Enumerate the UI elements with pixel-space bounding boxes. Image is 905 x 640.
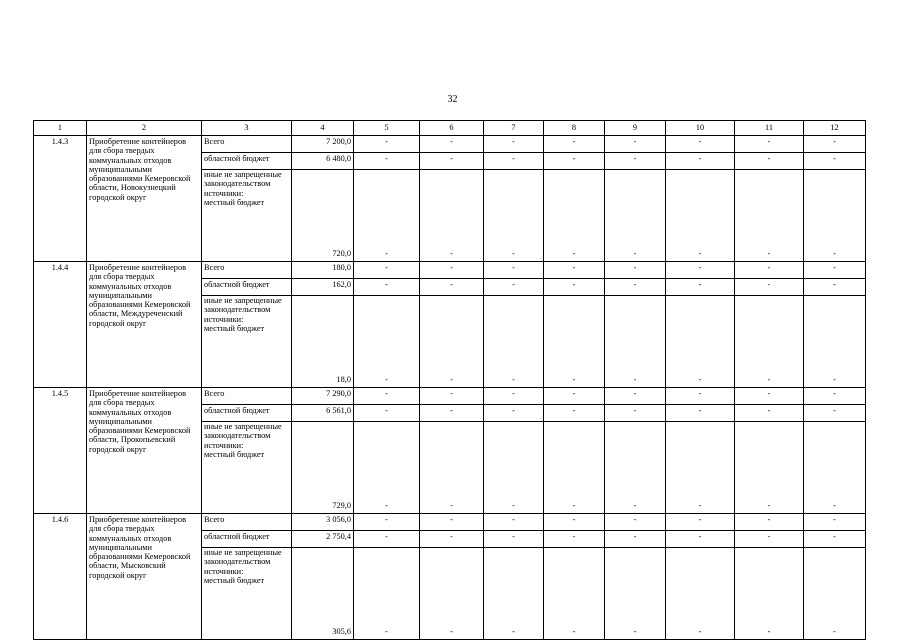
empty-value-dash: - (420, 514, 484, 531)
empty-value-dash: - (484, 514, 544, 531)
source-total-label: Всего (202, 136, 292, 153)
empty-value-dash: - (484, 296, 544, 388)
source-total-label: Всего (202, 262, 292, 279)
empty-value-dash: - (735, 170, 804, 262)
empty-value-dash: - (804, 170, 866, 262)
empty-value-dash: - (735, 153, 804, 170)
empty-value-dash: - (354, 531, 420, 548)
empty-value-dash: - (544, 405, 605, 422)
empty-value-dash: - (735, 405, 804, 422)
empty-value-dash: - (735, 279, 804, 296)
source-local-label: местный бюджет (204, 197, 265, 207)
empty-value-dash: - (735, 422, 804, 514)
empty-value-dash: - (666, 153, 735, 170)
empty-value-dash: - (666, 279, 735, 296)
empty-value-dash: - (605, 153, 666, 170)
empty-value-dash: - (735, 548, 804, 640)
table-row (34, 388, 866, 405)
column-header: 10 (666, 121, 735, 136)
empty-value-dash: - (484, 262, 544, 279)
column-header: 6 (420, 121, 484, 136)
item-name: Приобретение контейнеров для сбора твердых коммунальных отходов муниципальными образованиями Кемеровской области, Мысковский городской округ (87, 514, 202, 640)
empty-value-dash: - (666, 514, 735, 531)
empty-value-dash: - (484, 548, 544, 640)
empty-value-dash: - (354, 548, 420, 640)
source-other-cell (202, 548, 292, 640)
source-other-cell (202, 170, 292, 262)
empty-value-dash: - (544, 296, 605, 388)
empty-value-dash: - (420, 405, 484, 422)
regional-value: 6 480,0 (292, 153, 354, 170)
table-row (34, 514, 866, 531)
item-name: Приобретение контейнеров для сбора твердых коммунальных отходов муниципальными образованиями Кемеровской области, Междуреченский городской округ (87, 262, 202, 388)
empty-value-dash: - (605, 531, 666, 548)
column-header: 4 (292, 121, 354, 136)
source-regional-label: областной бюджет (202, 153, 292, 170)
empty-value-dash: - (544, 279, 605, 296)
empty-value-dash: - (735, 388, 804, 405)
empty-value-dash: - (544, 514, 605, 531)
empty-value-dash: - (804, 279, 866, 296)
source-local-label: местный бюджет (204, 323, 265, 333)
source-other-label: иные не запрещенные законодательством источники: (204, 548, 282, 576)
empty-value-dash: - (605, 405, 666, 422)
source-other-cell (202, 296, 292, 388)
regional-value: 6 561,0 (292, 405, 354, 422)
empty-value-dash: - (420, 548, 484, 640)
empty-value-dash: - (354, 153, 420, 170)
empty-value-dash: - (804, 262, 866, 279)
empty-value-dash: - (804, 514, 866, 531)
empty-value-dash: - (544, 422, 605, 514)
source-total-label: Всего (202, 514, 292, 531)
empty-value-dash: - (666, 531, 735, 548)
empty-value-dash: - (804, 388, 866, 405)
source-local-label: местный бюджет (204, 575, 265, 585)
source-local-label: местный бюджет (204, 449, 265, 459)
item-code: 1.4.5 (34, 388, 87, 514)
column-header: 7 (484, 121, 544, 136)
empty-value-dash: - (484, 531, 544, 548)
empty-value-dash: - (420, 279, 484, 296)
empty-value-dash: - (605, 388, 666, 405)
item-name: Приобретение контейнеров для сбора твердых коммунальных отходов муниципальными образованиями Кемеровской области, Прокопьевский городской округ (87, 388, 202, 514)
table-row (34, 136, 866, 153)
empty-value-dash: - (420, 136, 484, 153)
empty-value-dash: - (354, 296, 420, 388)
empty-value-dash: - (804, 296, 866, 388)
regional-value: 162,0 (292, 279, 354, 296)
empty-value-dash: - (354, 279, 420, 296)
local-value: 305,6 (292, 548, 354, 640)
source-other-label: иные не запрещенные законодательством источники: (204, 296, 282, 324)
item-name: Приобретение контейнеров для сбора твердых коммунальных отходов муниципальными образованиями Кемеровской области, Новокузнецкий городской округ (87, 136, 202, 262)
empty-value-dash: - (354, 262, 420, 279)
empty-value-dash: - (666, 405, 735, 422)
empty-value-dash: - (735, 531, 804, 548)
table-header-row (34, 121, 866, 136)
column-header: 2 (87, 121, 202, 136)
column-header: 12 (804, 121, 866, 136)
empty-value-dash: - (484, 405, 544, 422)
regional-value: 2 750,4 (292, 531, 354, 548)
empty-value-dash: - (544, 548, 605, 640)
column-header: 5 (354, 121, 420, 136)
empty-value-dash: - (605, 296, 666, 388)
local-value: 720,0 (292, 170, 354, 262)
empty-value-dash: - (666, 296, 735, 388)
column-header: 3 (202, 121, 292, 136)
empty-value-dash: - (484, 170, 544, 262)
source-regional-label: областной бюджет (202, 279, 292, 296)
page-number: 32 (447, 94, 458, 105)
local-value: 18,0 (292, 296, 354, 388)
empty-value-dash: - (544, 531, 605, 548)
empty-value-dash: - (666, 262, 735, 279)
source-regional-label: областной бюджет (202, 531, 292, 548)
total-value: 180,0 (292, 262, 354, 279)
budget-table (33, 120, 866, 640)
empty-value-dash: - (354, 514, 420, 531)
empty-value-dash: - (605, 279, 666, 296)
empty-value-dash: - (666, 388, 735, 405)
column-header: 1 (34, 121, 87, 136)
empty-value-dash: - (420, 153, 484, 170)
empty-value-dash: - (735, 514, 804, 531)
empty-value-dash: - (420, 388, 484, 405)
column-header: 8 (544, 121, 605, 136)
empty-value-dash: - (354, 422, 420, 514)
empty-value-dash: - (544, 170, 605, 262)
empty-value-dash: - (735, 296, 804, 388)
table-row (34, 262, 866, 279)
empty-value-dash: - (605, 136, 666, 153)
empty-value-dash: - (605, 548, 666, 640)
empty-value-dash: - (544, 388, 605, 405)
item-code: 1.4.3 (34, 136, 87, 262)
empty-value-dash: - (354, 405, 420, 422)
empty-value-dash: - (544, 136, 605, 153)
empty-value-dash: - (605, 422, 666, 514)
empty-value-dash: - (544, 153, 605, 170)
column-header: 11 (735, 121, 804, 136)
empty-value-dash: - (484, 136, 544, 153)
total-value: 3 056,0 (292, 514, 354, 531)
empty-value-dash: - (804, 136, 866, 153)
empty-value-dash: - (420, 296, 484, 388)
empty-value-dash: - (420, 422, 484, 514)
total-value: 7 200,0 (292, 136, 354, 153)
empty-value-dash: - (484, 153, 544, 170)
empty-value-dash: - (804, 548, 866, 640)
local-value: 729,0 (292, 422, 354, 514)
empty-value-dash: - (804, 422, 866, 514)
source-regional-label: областной бюджет (202, 405, 292, 422)
empty-value-dash: - (484, 388, 544, 405)
empty-value-dash: - (605, 170, 666, 262)
empty-value-dash: - (484, 422, 544, 514)
empty-value-dash: - (735, 136, 804, 153)
empty-value-dash: - (666, 170, 735, 262)
empty-value-dash: - (666, 136, 735, 153)
source-other-cell (202, 422, 292, 514)
source-other-label: иные не запрещенные законодательством источники: (204, 422, 282, 450)
empty-value-dash: - (666, 422, 735, 514)
empty-value-dash: - (666, 548, 735, 640)
source-total-label: Всего (202, 388, 292, 405)
item-code: 1.4.6 (34, 514, 87, 640)
empty-value-dash: - (804, 405, 866, 422)
empty-value-dash: - (804, 531, 866, 548)
empty-value-dash: - (605, 262, 666, 279)
column-header: 9 (605, 121, 666, 136)
source-other-label: иные не запрещенные законодательством источники: (204, 170, 282, 198)
empty-value-dash: - (420, 170, 484, 262)
empty-value-dash: - (354, 136, 420, 153)
empty-value-dash: - (354, 388, 420, 405)
empty-value-dash: - (735, 262, 804, 279)
empty-value-dash: - (605, 514, 666, 531)
total-value: 7 290,0 (292, 388, 354, 405)
empty-value-dash: - (420, 531, 484, 548)
empty-value-dash: - (420, 262, 484, 279)
empty-value-dash: - (484, 279, 544, 296)
item-code: 1.4.4 (34, 262, 87, 388)
empty-value-dash: - (544, 262, 605, 279)
empty-value-dash: - (804, 153, 866, 170)
empty-value-dash: - (354, 170, 420, 262)
